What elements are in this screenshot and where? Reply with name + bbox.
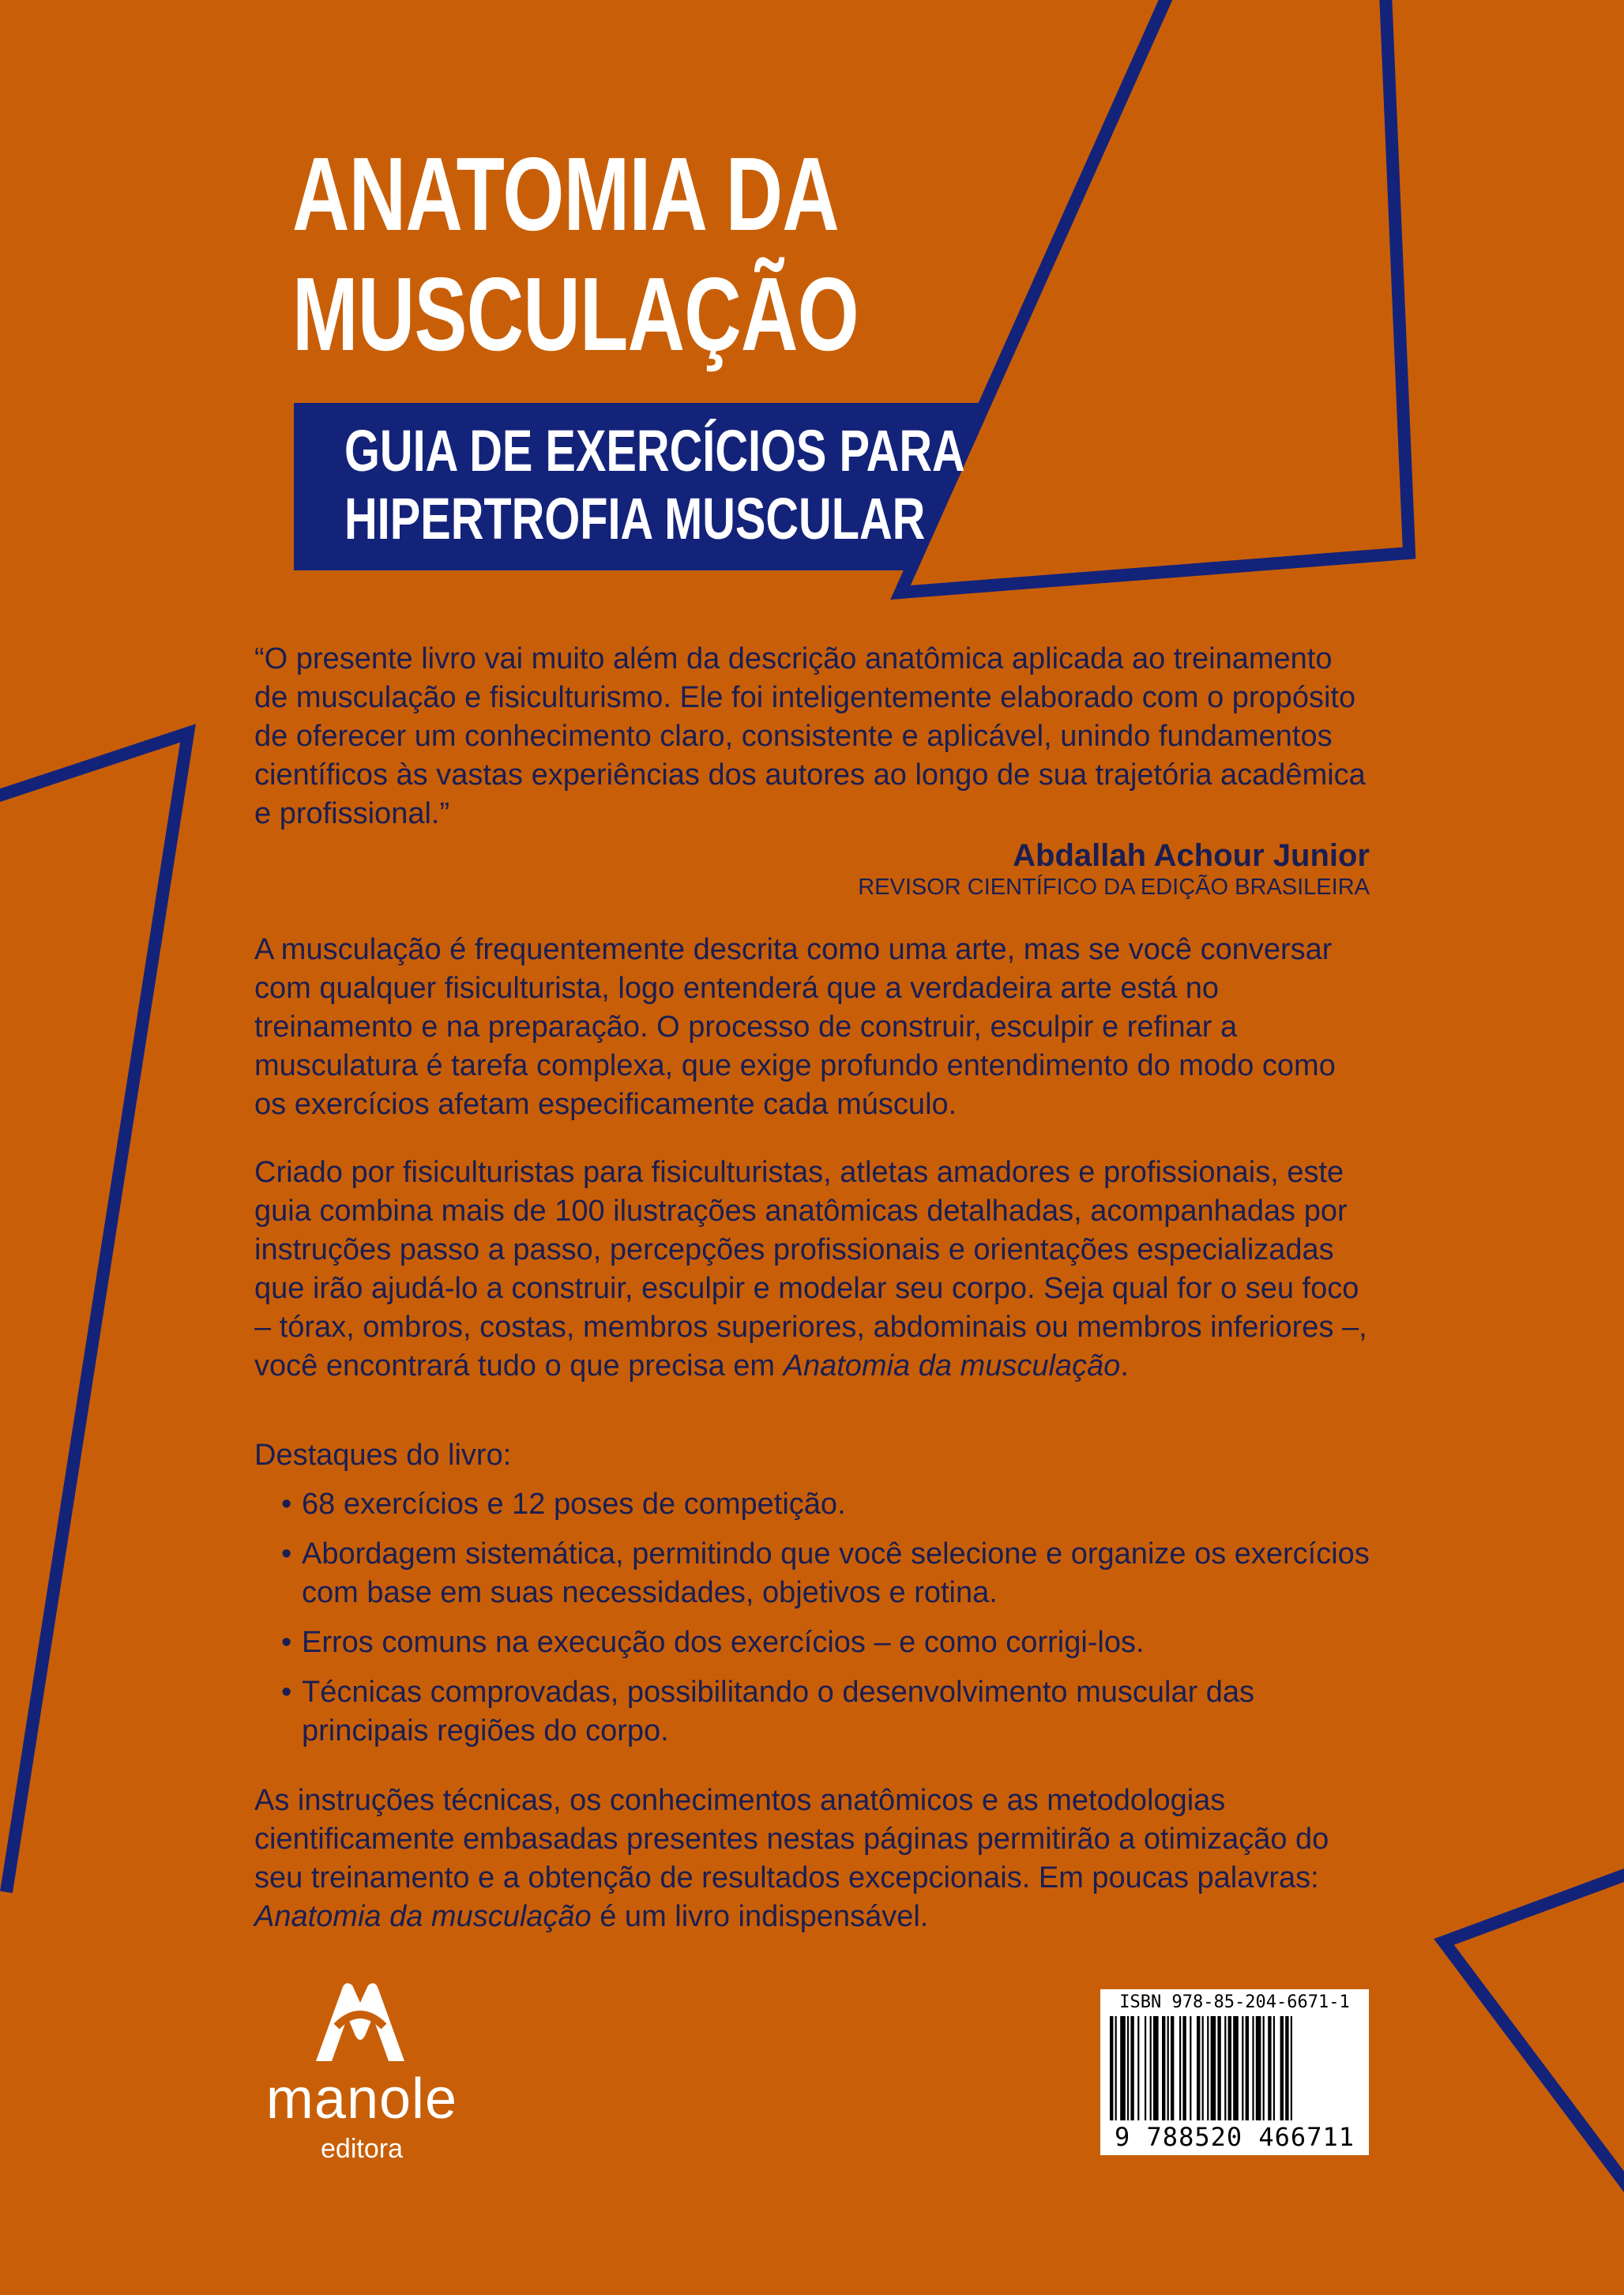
barcode-bar [1202,2016,1204,2120]
barcode-bar [1197,2016,1200,2120]
barcode-bar [1190,2016,1191,2120]
barcode-bar [1115,2016,1117,2120]
barcode-bar [1120,2016,1126,2120]
publisher-sub: editora [321,2134,403,2164]
barcode-bar [1285,2016,1288,2120]
body-paragraph-2 [254,1153,1370,1386]
barcode-bar [1162,2016,1165,2120]
paragraph-3-book-title: Anatomia da musculação [254,1900,592,1933]
paragraph-3-end: é um livro indispensável. [591,1900,929,1933]
paragraph-3-start: As instruções técnicas, os conhecimentos anatômicos e as metodologias cientificamente embasadas presentes nestas páginas permitirão a otimização do seu treinamento e a obtenção de resultados excepcionais. Em poucas palavras: [254,1784,1329,1894]
paragraph-1-text: A musculação é frequentemente descrita como uma arte, mas se você conversar com qualquer fisiculturista, logo entenderá que a verdadeira arte está no treinamento e na preparação. O processo de construir, esculpir e refinar a musculatura é tarefa complexa, que exige profundo entendimento do modo como os exercícios afetam especificamente cada músculo. [254,933,1336,1121]
barcode-bar [1273,2016,1275,2120]
title-line-1: ANATOMIA DA [292,136,839,252]
barcode-bar [1228,2016,1231,2120]
barcode-bar [1127,2016,1129,2120]
barcode-bar [1179,2016,1181,2120]
top-triangle-line [900,0,1409,593]
publisher-name: manole [265,2067,458,2131]
barcode-bar [1233,2016,1239,2120]
list-item: • 68 exercícios e 12 poses de competição. [281,1485,1371,1524]
list-item: • Abordagem sistemática, permitindo que você selecione e organize os exercícios com base em suas necessidades, objetivos e rotina. [281,1535,1371,1612]
barcode-bar [1291,2016,1292,2120]
barcode-bars [1110,2016,1359,2120]
manole-logo-icon [305,1979,415,2066]
quote-text: “O presente livro vai muito além da descrição anatômica aplicada ao treinamento de musculação e fisiculturismo. Ele foi inteligentemente elaborado com o propósito de oferecer um conhecimento claro, consistente e aplicável, unindo fundamentos científicos às vastas experiências dos autores ao longo de sua trajetória acadêmica e profissional.” [254,642,1366,830]
highlights-list [281,1485,1371,1762]
barcode-bar [1217,2016,1220,2120]
publisher-logo [251,1979,472,2169]
barcode-bar [1150,2016,1152,2120]
barcode-bar [1242,2016,1243,2120]
paragraph-2-book-title: Anatomia da musculação [783,1349,1121,1383]
barcode-bar [1280,2016,1284,2120]
book-subtitle [344,417,965,553]
quote-author: Abdallah Achour Junior [1013,838,1370,873]
barcode-bar [1130,2016,1133,2120]
barcode-bar [1252,2016,1254,2120]
barcode-bar [1153,2016,1159,2120]
right-triangle-line [1444,1872,1624,2192]
paragraph-2-text [254,1153,1370,1386]
book-title [292,134,893,374]
barcode-bar [1256,2016,1261,2120]
quote-block [254,640,1370,833]
barcode-bar [1137,2016,1139,2120]
list-item: • Erros comuns na execução dos exercícios – e como corrigi-los. [281,1623,1371,1662]
paragraph-3-text [254,1781,1370,1936]
barcode-bar [1211,2016,1216,2120]
barcode-bar [1110,2016,1113,2120]
left-triangle-line [0,733,188,1892]
highlights-heading: Destaques do livro: [254,1439,512,1472]
paragraph-2-start: Criado por fisiculturistas para fisiculturistas, atletas amadores e profissionais, este guia combina mais de 100 ilustrações anatômicas detalhadas, acompanhadas por instruções passo a passo, percepções profissionais e orientações especializadas que irão ajudá-lo a construir, esculpir e modelar seu corpo. Seja qual for o seu foco – tórax, ombros, costas, membros superiores, abdominais ou membros inferiores –, você encontrará tudo o que precisa em [254,1156,1367,1383]
barcode-bar [1224,2016,1226,2120]
isbn-label: ISBN 978-85-204-6671-1 [1119,1992,1350,2012]
highlights-heading-block [254,1436,1370,1475]
list-item: • Técnicas comprovadas, possibilitando o desenvolvimento muscular das principais regiões do corpo. [281,1673,1371,1751]
barcode-bar [1268,2016,1271,2120]
barcode-bar [1167,2016,1169,2120]
isbn-barcode [1100,1989,1369,2155]
title-line-2: MUSCULAÇÃO [292,256,859,372]
subtitle-line-1: GUIA DE EXERCÍCIOS PARA [344,418,965,483]
barcode-bar [1182,2016,1186,2120]
body-paragraph-3 [254,1781,1370,1936]
barcode-bar [1246,2016,1249,2120]
body-paragraph-1 [254,931,1370,1124]
quote-author-role: REVISOR CIENTÍFICO DA EDIÇÃO BRASILEIRA [858,875,1370,900]
paragraph-2-end: . [1120,1349,1129,1383]
barcode-bar [1145,2016,1146,2120]
barcode-bar [1171,2016,1174,2120]
barcode-digits: 9 788520 466711 [1115,2122,1355,2152]
barcode-bar [1263,2016,1265,2120]
barcode-bar [1207,2016,1209,2120]
subtitle-line-2: HIPERTROFIA MUSCULAR [344,486,926,551]
